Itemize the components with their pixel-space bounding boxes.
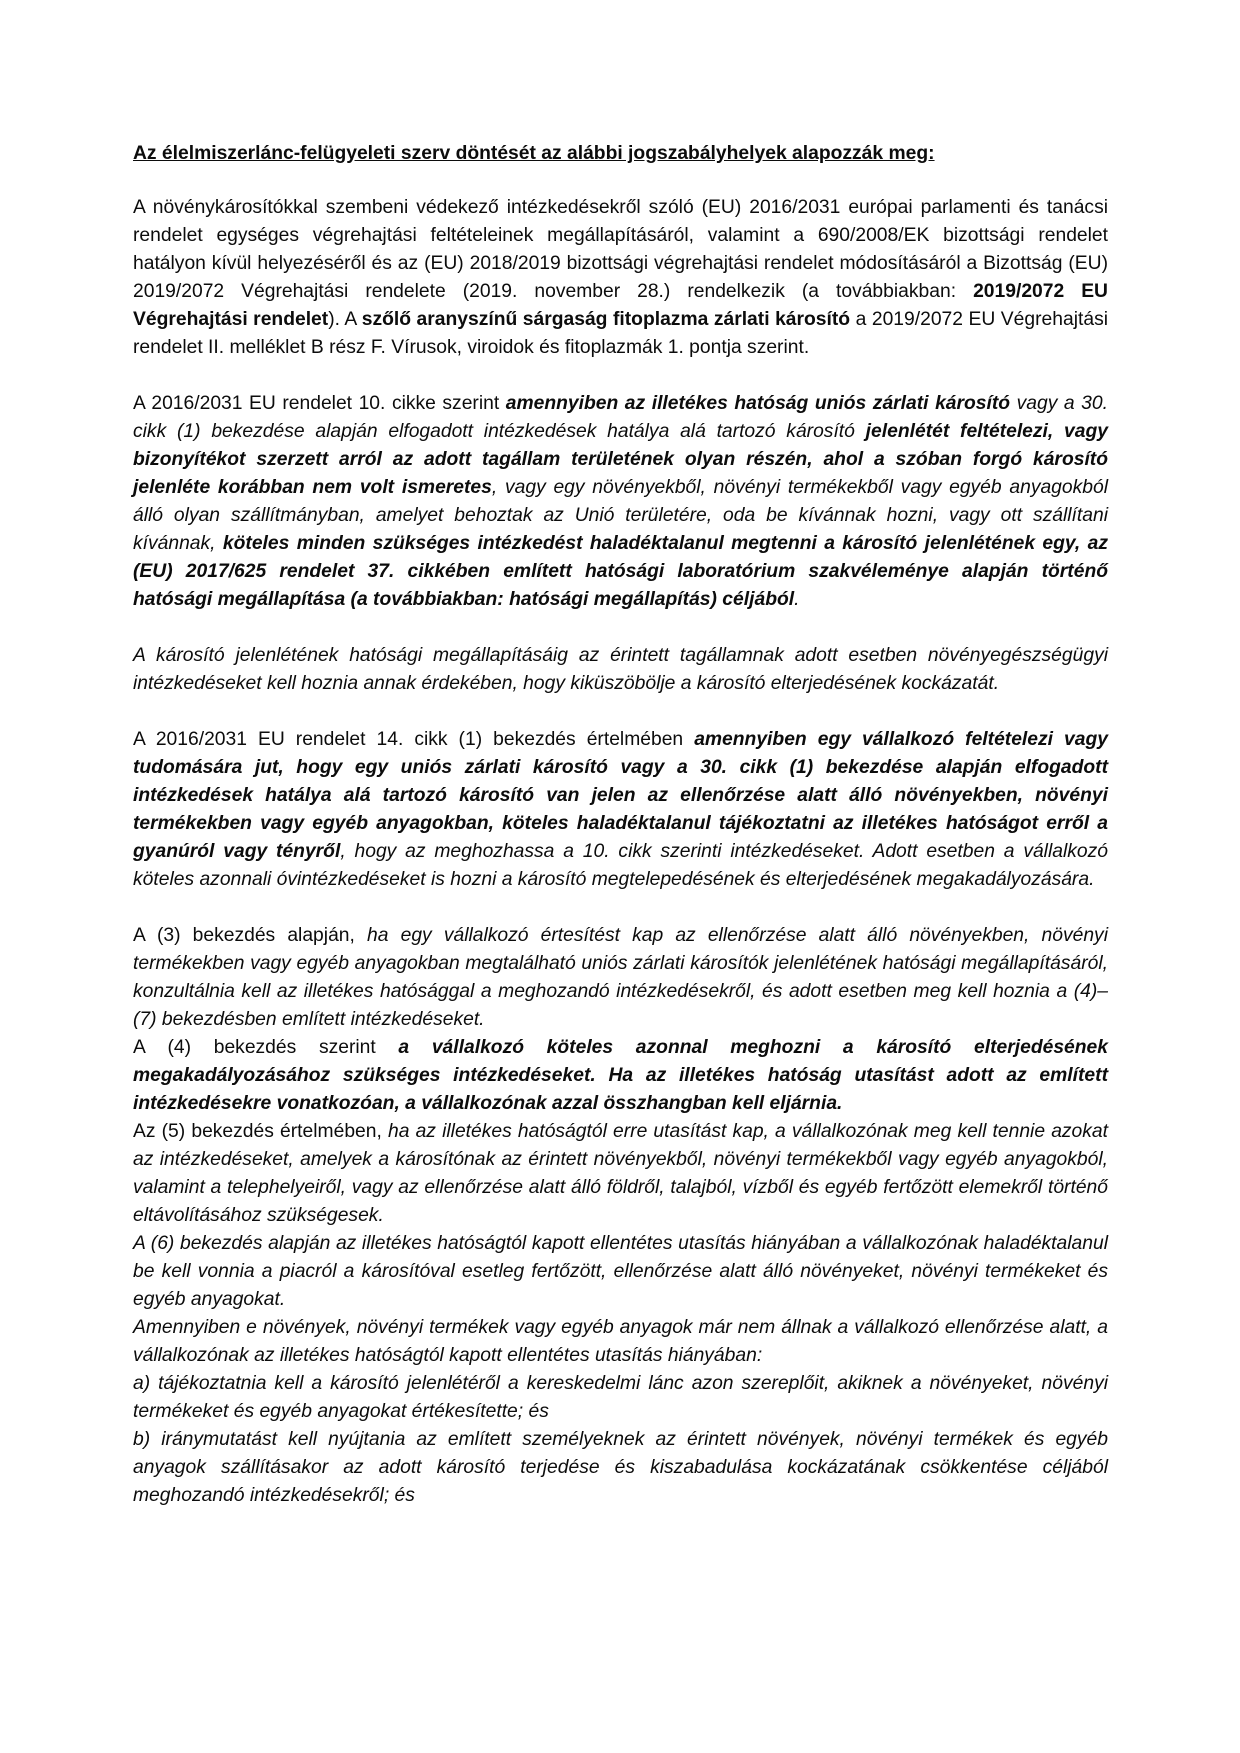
document-title: Az élelmiszerlánc-felügyeleti szerv döntését az alábbi jogszabályhelyek alapozzák meg: — [133, 143, 935, 164]
text-run-normal: a 2019/2072 EU Végrehajtási rendelet II. melléklet B rész F. Vírusok, viroidok és fitoplazmák 1. pontja szerint. — [133, 309, 1108, 358]
text-run-bold-italic: köteles minden szükséges intézkedést haladéktalanul megtenni a károsító jelenlétének egy, az (EU) 2017/625 rendelet 37. cikkében említett hatósági laboratórium szakvéleménye alapján történő hatósági megállapítása (a továbbiakban: hatósági megállapítás) céljából — [133, 533, 1108, 610]
text-run-italic: , vagy egy növényekből, növényi termékekből vagy egyéb anyagokból álló olyan szállítmányban, amelyet behoztak az Unió területére, oda be kívánnak hozni, vagy ott szállítani kívánnak, — [133, 477, 1108, 554]
document-section — [133, 194, 1108, 362]
text-run-normal: A (4) bekezdés szerint — [133, 1037, 399, 1058]
text-run-italic: Amennyiben e növények, növényi termékek vagy egyéb anyagok már nem állnak a vállalkozó ellenőrzése alatt, a vállalkozónak az illetékes hatóságtól kapott ellentétes utasítás hiányában: — [133, 1317, 1108, 1366]
text-run-normal: A 2016/2031 EU rendelet 14. cikk (1) bekezdés értelmében — [133, 729, 695, 750]
text-run-bold: szőlő aranyszínű sárgaság fitoplazma zárlati károsító — [361, 309, 851, 330]
document-section — [133, 922, 1108, 1510]
text-run-normal: A növénykárosítókkal szembeni védekező intézkedésekről szóló (EU) 2016/2031 európai parlamenti és tanácsi rendelet egységes végrehajtási feltételeinek megállapításáról, valamint a 690/2008/EK bizottsági rendelet hatályon kívül helyezéséről és az (EU) 2018/2019 bizottsági végrehajtási rendelet módosításáról a Bizottság (EU) 2019/2072 Végrehajtási rendelete (2019. november 28.) rendelkezik (a továbbiakban: — [133, 197, 1108, 302]
paragraph — [133, 194, 1108, 362]
text-run-italic: ha egy vállalkozó értesítést kap az ellenőrzése alatt álló növényekben, növényi termékekben vagy egyéb anyagokban megtalálható uniós zárlati károsítók jelenlétének hatósági megállapításáról, konzultálnia kell az illetékes hatósággal a meghozandó intézkedésekről, és adott esetben meg kell hoznia a (4)–(7) bekezdésben említett intézkedéseket. — [133, 925, 1108, 1030]
document-section — [133, 726, 1108, 894]
text-run-italic: ha az illetékes hatóságtól erre utasítást kap, a vállalkozónak meg kell tennie azokat az intézkedéseket, amelyek a károsítónak az érintett növényekből, növényi termékekből vagy egyéb anyagokból, valamint a telephelyeiről, vagy az ellenőrzése alatt álló földről, talajból, vízből és egyéb fertőzött elemekről történő eltávolításához szükségesek. — [133, 1121, 1108, 1226]
paragraph — [133, 1118, 1108, 1230]
paragraph — [133, 1230, 1108, 1314]
text-run-normal: A 2016/2031 EU rendelet 10. cikke szerint — [133, 393, 506, 414]
paragraph — [133, 726, 1108, 894]
text-run-normal: A (3) bekezdés alapján, — [133, 925, 368, 946]
paragraph — [133, 922, 1108, 1034]
document-section — [133, 390, 1108, 614]
text-run-normal: ). A — [328, 309, 362, 330]
text-run-italic: A (6) bekezdés alapján az illetékes hatóságtól kapott ellentétes utasítás hiányában a vállalkozónak haladéktalanul be kell vonnia a piacról a károsítóval esetleg fertőzött, ellenőrzése alatt álló növényeket, növényi termékeket és egyéb anyagokat. — [133, 1233, 1108, 1310]
document-body — [133, 194, 1108, 1510]
paragraph — [133, 1370, 1108, 1426]
text-run-italic: , hogy az meghozhassa a 10. cikk szerinti intézkedéseket. Adott esetben a vállalkozó köteles azonnali óvintézkedéseket is hozni a károsító megtelepedésének és elterjedésének megakadályozására. — [133, 841, 1108, 890]
paragraph — [133, 1314, 1108, 1370]
paragraph — [133, 1034, 1108, 1118]
document-section — [133, 642, 1108, 698]
text-run-bold-italic: amennyiben az illetékes hatóság uniós zárlati károsító — [505, 393, 1011, 414]
text-run-italic: vagy a 30. cikk (1) bekezdése alapján elfogadott intézkedések hatálya alá tartozó károsító — [133, 393, 1108, 442]
text-run-italic: . — [794, 589, 800, 610]
text-run-italic: A károsító jelenlétének hatósági megállapításáig az érintett tagállamnak adott esetben növényegészségügyi intézkedéseket kell hoznia annak érdekében, hogy kiküszöbölje a károsító elterjedésének kockázatát. — [133, 645, 1108, 694]
text-run-normal: Az (5) bekezdés értelmében, — [133, 1121, 388, 1142]
text-run-bold-italic: jelenlétét feltételezi, vagy bizonyítékot szerzett arról az adott tagállam területének olyan részén, ahol a szóban forgó károsító jelenléte korábban nem volt ismeretes — [133, 421, 1108, 498]
text-run-italic: b) iránymutatást kell nyújtania az említett személyeknek az érintett növények, növényi termékek és egyéb anyagok szállításakor az adott károsító terjedése és kiszabadulása kockázatának csökkentése céljából meghozandó intézkedésekről; és — [133, 1429, 1108, 1506]
paragraph — [133, 1426, 1108, 1510]
text-run-bold-italic: a vállalkozó köteles azonnal meghozni a károsító elterjedésének megakadályozásához szükséges intézkedéseket. Ha az illetékes hatóság utasítást adott az említett intézkedésekre vonatkozóan, a vállalkozónak azzal összhangban kell eljárnia. — [133, 1037, 1108, 1114]
text-run-italic: a) tájékoztatnia kell a károsító jelenlétéről a kereskedelmi lánc azon szereplőit, akiknek a növényeket, növényi termékeket és egyéb anyagokat értékesítette; és — [133, 1373, 1108, 1422]
text-run-bold: 2019/2072 EU Végrehajtási rendelet — [133, 281, 1108, 330]
text-run-bold-italic: amennyiben egy vállalkozó feltételezi vagy tudomására jut, hogy egy uniós zárlati károsító vagy a 30. cikk (1) bekezdése alapján elfogadott intézkedések hatálya alá tartozó károsító van jelen az ellenőrzése alatt álló növényekben, növényi termékekben vagy egyéb anyagokban, köteles haladéktalanul tájékoztatni az illetékes hatóságot erről a gyanúról vagy tényről — [133, 729, 1108, 862]
paragraph — [133, 390, 1108, 614]
paragraph — [133, 642, 1108, 698]
